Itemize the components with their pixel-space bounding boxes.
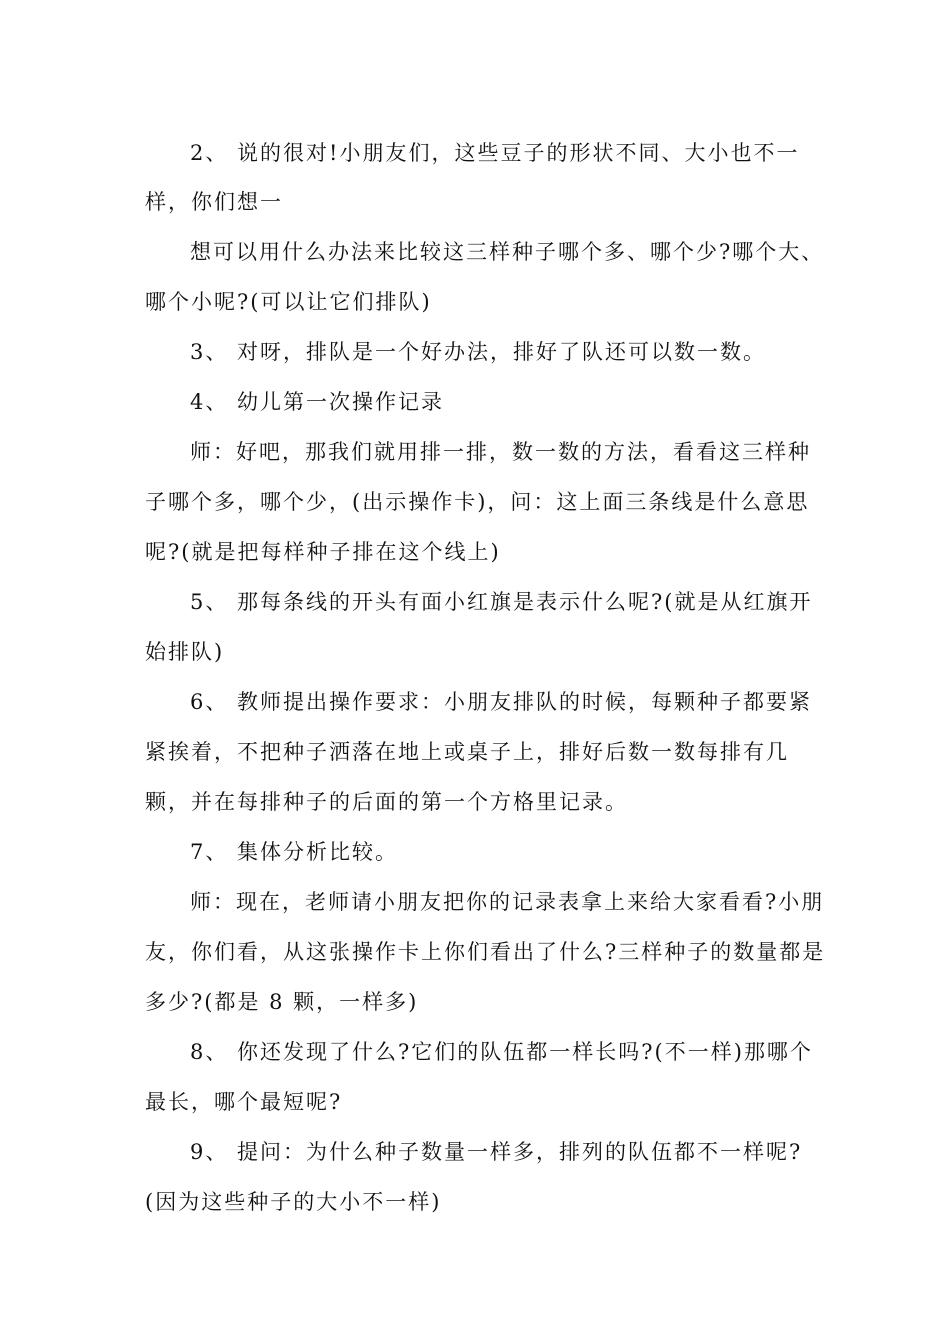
paragraph-8-line-1: 8、 你还发现了什么?它们的队伍都一样长吗?(不一样)那哪个 xyxy=(190,1040,813,1064)
paragraph-2-line-1: 2、 说的很对!小朋友们，这些豆子的形状不同、大小也不一 xyxy=(190,141,800,165)
teacher-paragraph-1-line-3: 呢?(就是把每样种子排在这个线上) xyxy=(145,540,501,564)
teacher-paragraph-2-line-2: 友，你们看，从这张操作卡上你们看出了什么?三样种子的数量都是 xyxy=(145,940,826,964)
paragraph-6-line-2: 紧挨着，不把种子洒落在地上或桌子上，排好后数一数每排有几 xyxy=(145,740,789,764)
paragraph-2-line-2: 样，你们想一 xyxy=(145,190,283,214)
paragraph-9-line-1: 9、 提问：为什么种子数量一样多，排列的队伍都不一样呢? xyxy=(190,1140,803,1164)
paragraph-2b-line-1: 想可以用什么办法来比较这三样种子哪个多、哪个少?哪个大、 xyxy=(190,240,825,264)
paragraph-4-line-1: 4、 幼儿第一次操作记录 xyxy=(190,390,445,414)
teacher-paragraph-1-line-2: 子哪个多，哪个少，(出示操作卡)，问：这上面三条线是什么意思 xyxy=(145,490,810,514)
teacher-paragraph-1-line-1: 师：好吧，那我们就用排一排，数一数的方法，看看这三样种 xyxy=(190,440,811,464)
paragraph-3-line-1: 3、 对呀，排队是一个好办法，排好了队还可以数一数。 xyxy=(190,340,767,364)
teacher-paragraph-2-line-3: 多少?(都是 8 颗，一样多) xyxy=(145,990,419,1014)
paragraph-6-line-3: 颗，并在每排种子的后面的第一个方格里记录。 xyxy=(145,790,628,814)
paragraph-5-line-1: 5、 那每条线的开头有面小红旗是表示什么呢?(就是从红旗开 xyxy=(190,590,813,614)
paragraph-2b-line-2: 哪个小呢?(可以让它们排队) xyxy=(145,290,432,314)
paragraph-5-line-2: 始排队) xyxy=(145,640,225,664)
paragraph-6-line-1: 6、 教师提出操作要求：小朋友排队的时候，每颗种子都要紧 xyxy=(190,690,813,714)
paragraph-7-line-1: 7、 集体分析比较。 xyxy=(190,840,399,864)
paragraph-9-line-2: (因为这些种子的大小不一样) xyxy=(145,1190,442,1214)
teacher-paragraph-2-line-1: 师：现在，老师请小朋友把你的记录表拿上来给大家看看?小朋 xyxy=(190,890,825,914)
paragraph-8-line-2: 最长，哪个最短呢? xyxy=(145,1090,343,1114)
